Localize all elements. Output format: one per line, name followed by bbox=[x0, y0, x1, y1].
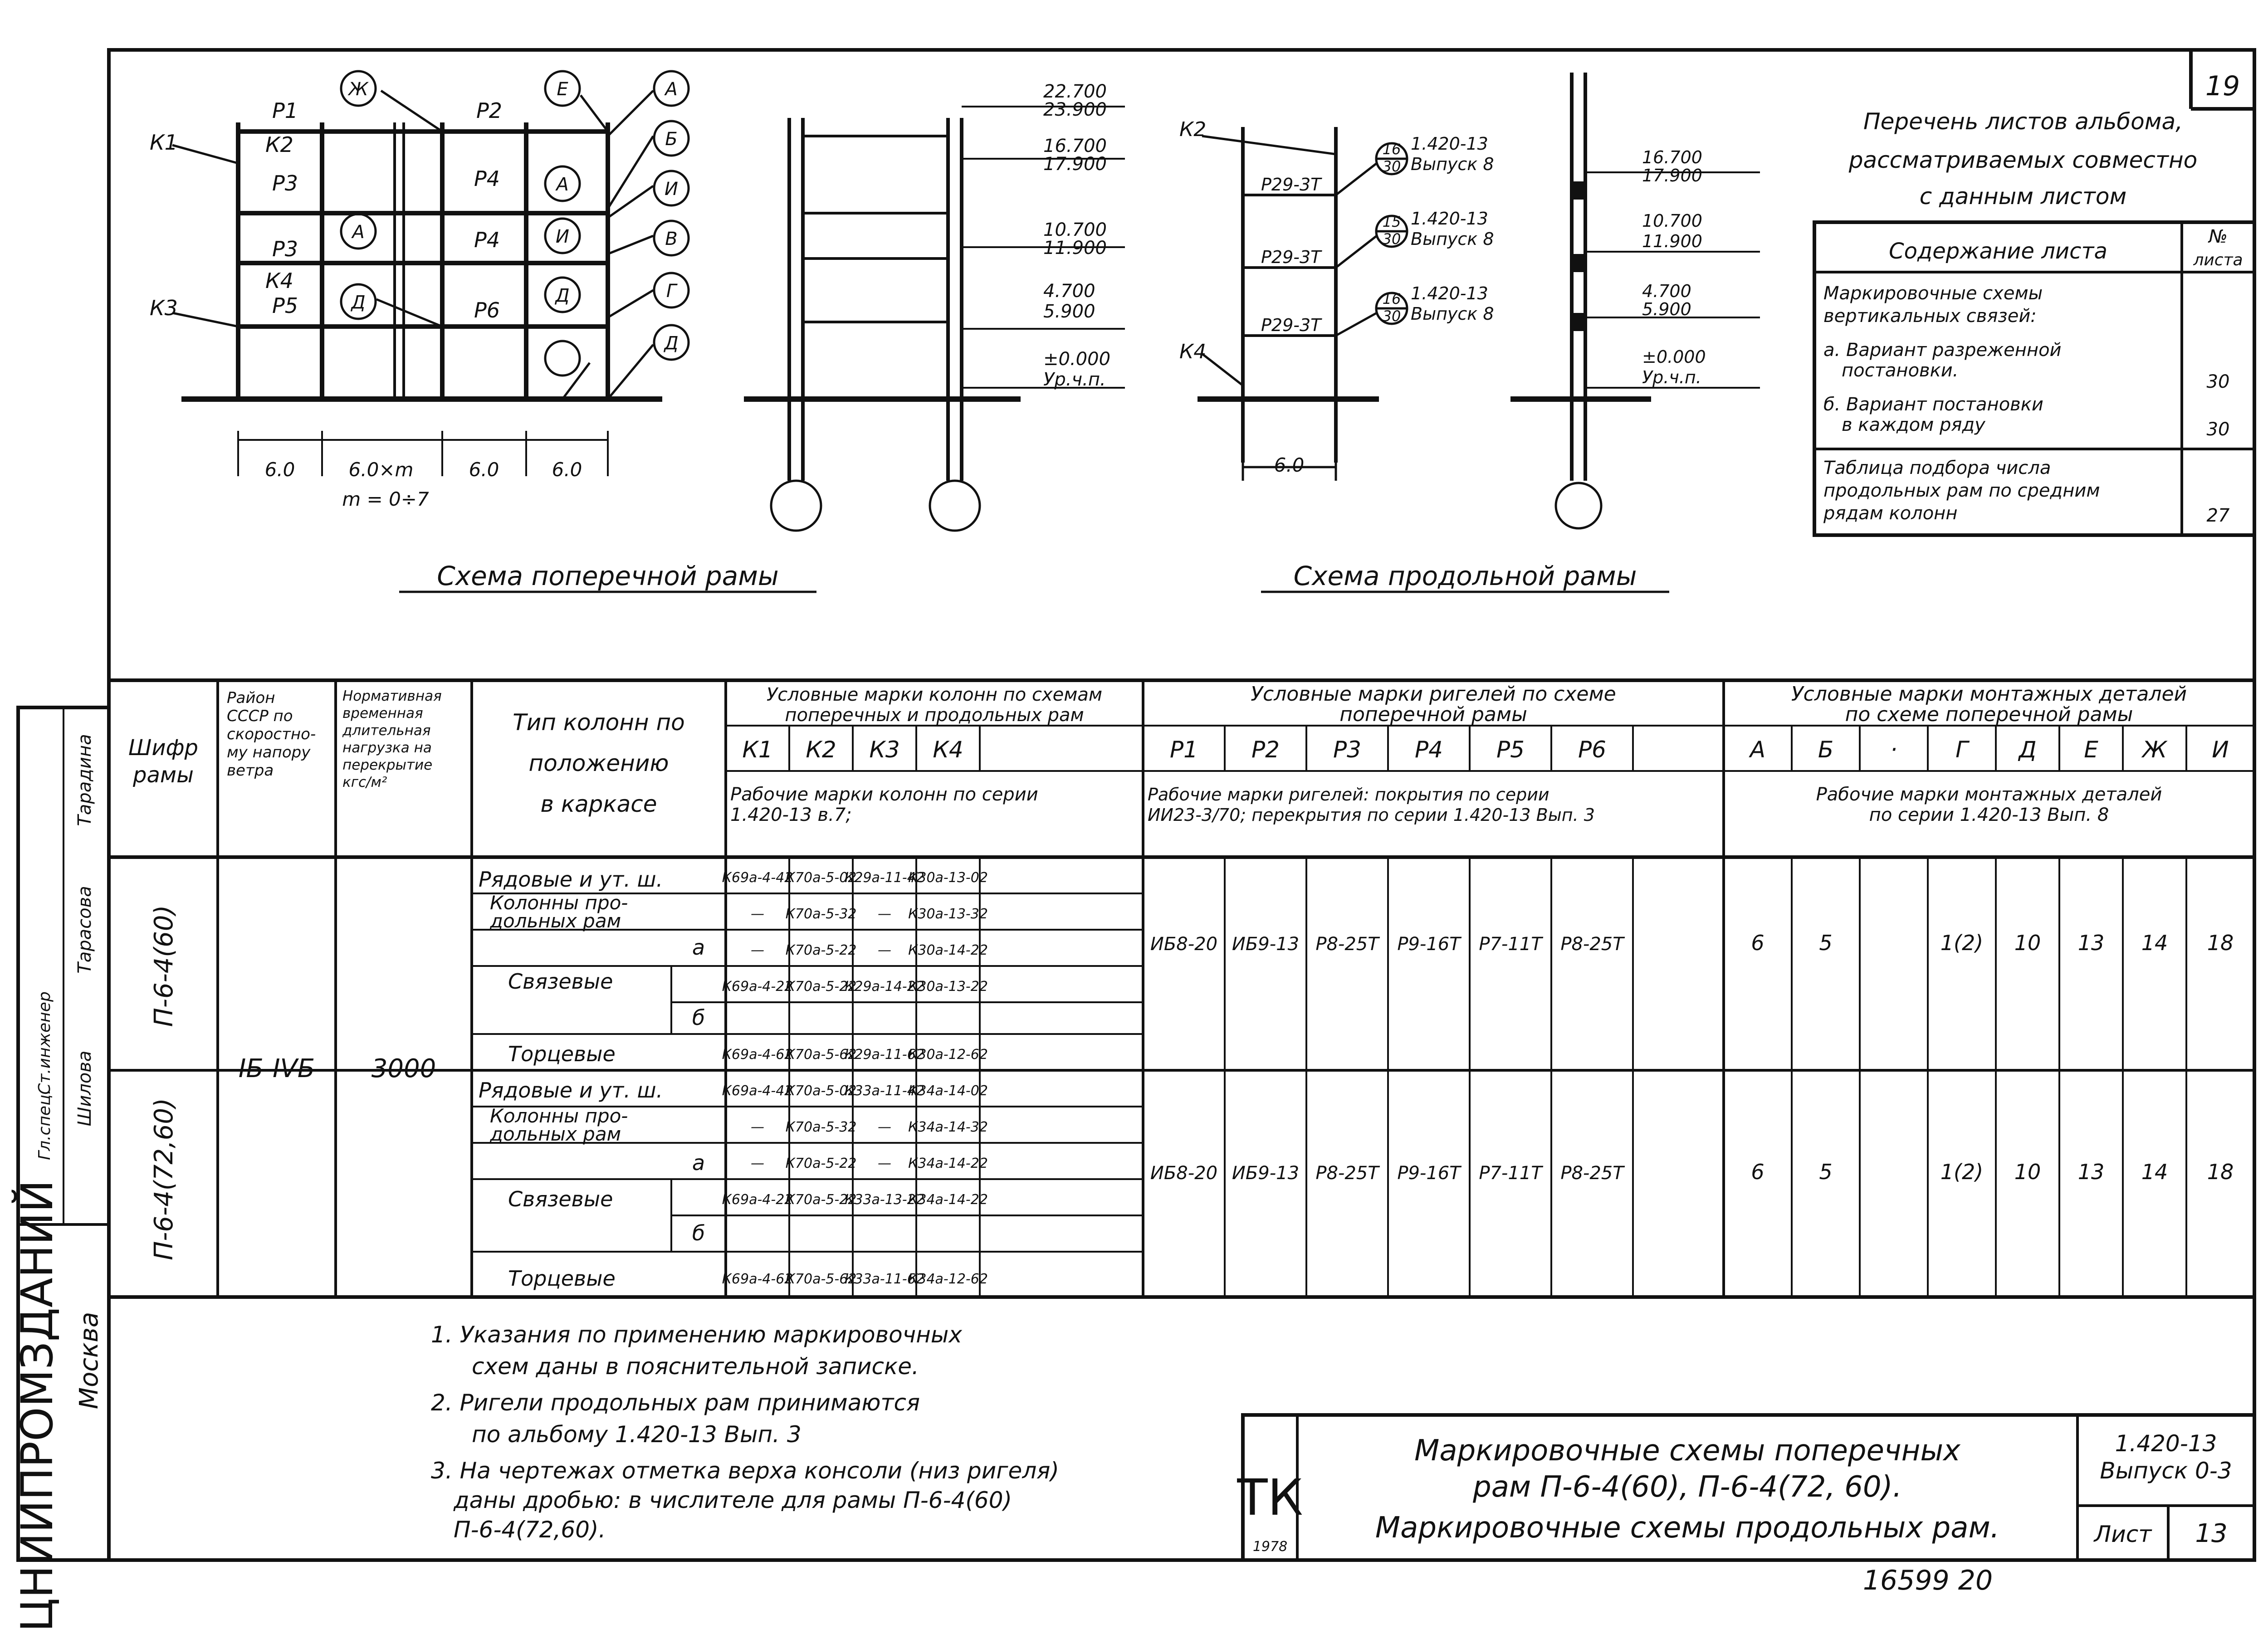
album-row-text: в каждом ряду bbox=[1842, 415, 1985, 435]
beam-label: Р3 bbox=[272, 237, 298, 261]
doc-number: 1.420-13 bbox=[2115, 1430, 2217, 1457]
detail-work-mark: 13 bbox=[2077, 931, 2105, 955]
column-mark: К1 bbox=[742, 737, 773, 763]
album-row-text: Маркировочные схемы bbox=[1823, 283, 2043, 304]
column-type: Рядовые и ут. ш. bbox=[479, 1078, 663, 1102]
column-work-mark: К30а-14-22 bbox=[908, 942, 988, 958]
beam-mark: Р3 bbox=[1333, 737, 1361, 763]
beam-work-mark: Р7-11Т bbox=[1479, 1163, 1542, 1184]
column-work-mark: К70а-5-02 bbox=[785, 1083, 857, 1099]
column-type: Колонны про- bbox=[490, 892, 628, 914]
ref-numerator: 16 bbox=[1382, 141, 1401, 158]
title-line: рам П-6-4(60), П-6-4(72, 60). bbox=[1473, 1470, 1902, 1504]
column-work-mark: К33а-11-42 bbox=[845, 1083, 924, 1099]
header-details: Условные марки монтажных деталей bbox=[1791, 683, 2187, 706]
stamp-role: Гл.спец. bbox=[35, 1089, 54, 1160]
column-label: К3 bbox=[150, 296, 178, 320]
ref-issue: Выпуск 8 bbox=[1411, 229, 1494, 249]
level-bottom: 11.900 bbox=[1043, 238, 1107, 259]
ref-numerator: 15 bbox=[1382, 213, 1401, 230]
sheet-label: Лист bbox=[2094, 1521, 2152, 1547]
detail-work-mark: 18 bbox=[2207, 1160, 2234, 1184]
column-work-mark: К34а-14-22 bbox=[908, 1192, 988, 1208]
column-label: К2 bbox=[1179, 118, 1207, 141]
stamp-logo: ТК bbox=[1237, 1468, 1303, 1527]
column-type: дольных рам bbox=[490, 910, 621, 932]
album-row-text: продольных рам по средним bbox=[1823, 480, 2100, 501]
beam-label: Р5 bbox=[272, 293, 298, 318]
detail-work-mark: 13 bbox=[2077, 1160, 2105, 1184]
beam-mark: Р2 bbox=[1251, 737, 1280, 763]
detail-work-mark: 18 bbox=[2207, 931, 2234, 955]
detail-letter: Д bbox=[555, 285, 570, 306]
column-work-mark: К30а-13-22 bbox=[908, 979, 988, 995]
detail-mark: Г bbox=[1955, 737, 1968, 763]
column-work-mark: К69а-4-22 bbox=[722, 1192, 793, 1208]
column-type: Колонны про- bbox=[490, 1105, 628, 1127]
level-top: 22.700 bbox=[1043, 81, 1107, 102]
beam-work-mark: ИБ8-20 bbox=[1150, 934, 1218, 955]
header-beams: Условные марки ригелей по схеме bbox=[1251, 683, 1616, 706]
beam-label: Р4 bbox=[474, 228, 500, 252]
column-work-mark: — bbox=[751, 1156, 764, 1171]
detail-letter: А bbox=[556, 174, 569, 195]
frame-code: П-6-4(72,60) bbox=[149, 1098, 179, 1260]
column-work-mark: К70а-5-62 bbox=[785, 1271, 857, 1287]
album-list-title: с данным листом bbox=[1919, 183, 2127, 210]
column-label: К1 bbox=[150, 130, 178, 155]
detail-work-mark: 5 bbox=[1819, 1160, 1833, 1184]
level-top: 4.700 bbox=[1642, 281, 1691, 301]
beam-work-mark: ИБ8-20 bbox=[1150, 1163, 1218, 1184]
album-row-text: рядам колонн bbox=[1823, 503, 1958, 524]
column-type: Торцевые bbox=[508, 1266, 616, 1291]
column-work-mark: — bbox=[878, 1156, 891, 1171]
org-city: Москва bbox=[74, 1312, 104, 1410]
detail-letter: И bbox=[665, 179, 678, 200]
cross-frame-caption: Схема поперечной рамы bbox=[437, 561, 779, 591]
ref-numerator: 16 bbox=[1382, 290, 1401, 307]
detail-letter: Д bbox=[664, 333, 679, 354]
ref-doc: 1.420-13 bbox=[1411, 283, 1488, 303]
column-work-mark: К29а-14-22 bbox=[845, 979, 924, 995]
header-details: по схеме поперечной рамы bbox=[1845, 703, 2133, 726]
note-line: по альбому 1.420-13 Вып. 3 bbox=[472, 1421, 802, 1448]
subtype-letter: а bbox=[692, 935, 705, 960]
beam-work-mark: Р7-11Т bbox=[1479, 934, 1542, 955]
subtype-letter: б bbox=[692, 1221, 705, 1245]
header-region: СССР по bbox=[227, 707, 293, 725]
load-value: 3000 bbox=[371, 1054, 436, 1083]
column-work-mark: К29а-11-62 bbox=[845, 1047, 924, 1063]
span-dimension: 6.0 bbox=[552, 458, 582, 481]
level-bottom: 17.900 bbox=[1642, 166, 1702, 185]
beam-work-mark: Р9-16Т bbox=[1397, 1163, 1461, 1184]
detail-mark: Д bbox=[2019, 737, 2037, 763]
level-top: 16.700 bbox=[1642, 147, 1702, 167]
header-coltype: Тип колонн по bbox=[513, 709, 685, 736]
ref-doc: 1.420-13 bbox=[1411, 134, 1488, 154]
column-work-mark: — bbox=[751, 942, 764, 958]
column-work-mark: К33а-11-62 bbox=[845, 1271, 924, 1287]
subtype-letter: а bbox=[692, 1151, 705, 1175]
column-work-mark: К33а-13-22 bbox=[845, 1192, 924, 1208]
beam-mark: Р6 bbox=[1578, 737, 1606, 763]
column-work-mark: К69а-4-62 bbox=[722, 1271, 793, 1287]
detail-work-mark: 1(2) bbox=[1940, 931, 1984, 955]
album-row-number: 30 bbox=[2206, 371, 2230, 392]
detail-mark: Ж bbox=[2142, 737, 2167, 763]
header-load: временная bbox=[342, 705, 423, 722]
level-bottom: 5.900 bbox=[1642, 299, 1691, 319]
column-type: дольных рам bbox=[490, 1123, 621, 1145]
detail-mark: Б bbox=[1818, 737, 1834, 763]
detail-letter: Е bbox=[557, 79, 568, 100]
beam-label: Р2 bbox=[476, 98, 503, 123]
column-work-mark: К34а-14-22 bbox=[908, 1156, 988, 1171]
span-dimension: 6.0 bbox=[264, 458, 295, 481]
beam-series: ИИ23-3/70; перекрытия по серии 1.420-13 Вып. 3 bbox=[1148, 805, 1595, 825]
stamp-year: 1978 bbox=[1252, 1539, 1288, 1555]
level-bottom: 23.900 bbox=[1043, 99, 1107, 120]
column-mark: К2 bbox=[806, 737, 836, 763]
header-colmarks: поперечных и продольных рам bbox=[785, 705, 1084, 726]
album-col-no: листа bbox=[2193, 251, 2243, 269]
detail-letter: Г bbox=[666, 281, 677, 302]
column-work-mark: К29а-11-42 bbox=[845, 870, 924, 886]
stamp-role: Ст.инженер bbox=[35, 991, 54, 1095]
album-list-title: Перечень листов альбома, bbox=[1863, 108, 2183, 135]
header-colmarks: Условные марки колонн по схемам bbox=[766, 684, 1103, 705]
subtype-letter: б bbox=[692, 1005, 705, 1030]
header-code: Шифр bbox=[128, 735, 199, 761]
album-col-no: № bbox=[2209, 226, 2228, 247]
album-row-text: б. Вариант постановки bbox=[1823, 394, 2043, 415]
frame-code: П-6-4(60) bbox=[149, 905, 179, 1027]
level-bottom: Ур.ч.п. bbox=[1642, 367, 1701, 387]
header-region: Район bbox=[227, 689, 275, 707]
stamp-name: Шилова bbox=[74, 1050, 95, 1127]
note-line: П-6-4(72,60). bbox=[454, 1517, 606, 1543]
column-label: К4 bbox=[265, 268, 293, 293]
column-work-mark: — bbox=[878, 942, 891, 958]
album-row-text: Таблица подбора числа bbox=[1823, 458, 2051, 478]
detail-work-mark: 14 bbox=[2141, 931, 2168, 955]
span-dimension: 6.0×m bbox=[348, 458, 414, 481]
beam-label: Р4 bbox=[474, 166, 500, 191]
note-line: 1. Указания по применению маркировочных bbox=[431, 1322, 962, 1348]
column-work-mark: К69а-4-22 bbox=[722, 979, 793, 995]
detail-work-mark: 1(2) bbox=[1940, 1160, 1984, 1184]
ref-issue: Выпуск 8 bbox=[1411, 304, 1494, 324]
column-work-mark: К69а-4-42 bbox=[722, 1083, 793, 1099]
header-load: кгс/м² bbox=[342, 774, 387, 790]
beam-series: Рабочие марки ригелей: покрытия по серии bbox=[1148, 785, 1549, 805]
column-work-mark: К34а-14-02 bbox=[908, 1083, 988, 1099]
org-name: ЦНИИПРОМЗДАНИЙ bbox=[12, 1180, 63, 1632]
title-line: Маркировочные схемы поперечных bbox=[1414, 1434, 1960, 1468]
column-work-mark: К70а-5-02 bbox=[785, 870, 857, 886]
detail-mark: · bbox=[1890, 737, 1897, 763]
title-line: Маркировочные схемы продольных рам. bbox=[1375, 1511, 2000, 1545]
column-series: Рабочие марки колонн по серии bbox=[730, 784, 1038, 805]
column-type: Связевые bbox=[508, 969, 613, 994]
beam-label: Р3 bbox=[272, 171, 298, 195]
beam-mark: Р4 bbox=[1415, 737, 1443, 763]
beam-work-mark: Р8-25Т bbox=[1560, 1163, 1624, 1184]
level-top: ±0.000 bbox=[1642, 347, 1706, 367]
detail-work-mark: 10 bbox=[2014, 1160, 2041, 1184]
header-load: перекрытие bbox=[342, 757, 433, 773]
ref-denominator: 30 bbox=[1382, 158, 1401, 175]
level-bottom: Ур.ч.п. bbox=[1043, 369, 1106, 390]
level-bottom: 17.900 bbox=[1043, 154, 1107, 175]
beam-work-mark: ИБ9-13 bbox=[1232, 1163, 1300, 1184]
ref-doc: 1.420-13 bbox=[1411, 209, 1488, 229]
album-col-content: Содержание листа bbox=[1889, 239, 2107, 264]
region-value: IБ-IVБ bbox=[238, 1054, 315, 1083]
span-dimension: 6.0 bbox=[469, 458, 499, 481]
stamp-name: Тарасова bbox=[74, 886, 95, 974]
detail-work-mark: 6 bbox=[1751, 931, 1765, 955]
column-work-mark: К69а-4-42 bbox=[722, 870, 793, 886]
note-line: даны дробью: в числителе для рамы П-6-4(60) bbox=[454, 1487, 1012, 1513]
column-work-mark: К70а-5-22 bbox=[785, 1156, 857, 1171]
album-row-text: вертикальных связей: bbox=[1823, 306, 2037, 327]
header-code: рамы bbox=[133, 762, 194, 788]
beam-label: Р29-3Т bbox=[1261, 175, 1321, 195]
detail-mark: И bbox=[2212, 737, 2229, 763]
detail-letter: Б bbox=[665, 129, 678, 150]
header-region: скоростно- bbox=[227, 725, 316, 743]
ref-issue: Выпуск 8 bbox=[1411, 154, 1494, 174]
album-row-number: 30 bbox=[2206, 419, 2230, 440]
column-work-mark: — bbox=[878, 1119, 891, 1135]
column-work-mark: К30а-13-32 bbox=[908, 906, 988, 922]
bottom-number: 16599 20 bbox=[1862, 1565, 1993, 1596]
level-top: 10.700 bbox=[1043, 219, 1107, 240]
header-region: му напору bbox=[227, 743, 311, 761]
header-load: длительная bbox=[342, 722, 431, 739]
page-number: 19 bbox=[2205, 70, 2240, 102]
column-label: К2 bbox=[265, 132, 293, 157]
note-line: 3. На чертежах отметка верха консоли (низ ригеля) bbox=[431, 1458, 1059, 1484]
header-coltype: положению bbox=[528, 750, 669, 776]
column-work-mark: К70а-5-22 bbox=[785, 979, 857, 995]
header-beams: поперечной рамы bbox=[1339, 703, 1527, 726]
column-work-mark: К30а-12-62 bbox=[908, 1047, 988, 1063]
column-work-mark: К70а-5-32 bbox=[785, 1119, 857, 1135]
long-frame-caption: Схема продольной рамы bbox=[1293, 561, 1637, 591]
beam-label: Р6 bbox=[474, 298, 500, 322]
detail-mark: Е bbox=[2084, 737, 2098, 763]
ref-denominator: 30 bbox=[1382, 307, 1401, 325]
detail-letter: В bbox=[665, 229, 678, 249]
issue-number: Выпуск 0-3 bbox=[2100, 1458, 2232, 1484]
span-dimension: 6.0 bbox=[1274, 454, 1305, 476]
album-list-title: рассматриваемых совместно bbox=[1848, 147, 2198, 173]
beam-work-mark: ИБ9-13 bbox=[1232, 934, 1300, 955]
ref-denominator: 30 bbox=[1382, 230, 1401, 248]
note-line: схем даны в пояснительной записке. bbox=[472, 1353, 919, 1380]
album-row-text: а. Вариант разреженной bbox=[1823, 340, 2062, 361]
stamp-name: Тарадина bbox=[74, 734, 95, 826]
column-work-mark: — bbox=[878, 906, 891, 922]
column-mark: К4 bbox=[933, 737, 963, 763]
detail-series: Рабочие марки монтажных деталей bbox=[1816, 784, 2162, 805]
column-label: К4 bbox=[1179, 340, 1207, 363]
column-work-mark: К34а-14-32 bbox=[908, 1119, 988, 1135]
detail-work-mark: 14 bbox=[2141, 1160, 2168, 1184]
beam-label: Р29-3Т bbox=[1261, 315, 1321, 335]
column-work-mark: К70а-5-22 bbox=[785, 942, 857, 958]
detail-mark: А bbox=[1750, 737, 1766, 763]
beam-label: Р29-3Т bbox=[1261, 247, 1321, 267]
sheet-number: 13 bbox=[2195, 1519, 2228, 1548]
header-load: нагрузка на bbox=[342, 740, 432, 756]
column-work-mark: К70а-5-32 bbox=[785, 906, 857, 922]
detail-letter: И bbox=[556, 226, 569, 247]
beam-mark: Р1 bbox=[1170, 737, 1198, 763]
detail-work-mark: 6 bbox=[1751, 1160, 1765, 1184]
column-work-mark: К69а-4-62 bbox=[722, 1047, 793, 1063]
level-top: 4.700 bbox=[1043, 281, 1095, 302]
column-work-mark: К70а-5-22 bbox=[785, 1192, 857, 1208]
detail-letter: А bbox=[352, 222, 365, 243]
level-bottom: 5.900 bbox=[1043, 301, 1095, 322]
level-top: ±0.000 bbox=[1043, 349, 1111, 370]
span-note: m = 0÷7 bbox=[342, 488, 429, 510]
column-type: Рядовые и ут. ш. bbox=[479, 867, 663, 892]
detail-work-mark: 5 bbox=[1819, 931, 1833, 955]
album-row-text: постановки. bbox=[1842, 360, 1959, 381]
beam-work-mark: Р8-25Т bbox=[1560, 934, 1624, 955]
level-top: 16.700 bbox=[1043, 136, 1107, 156]
beam-mark: Р5 bbox=[1496, 737, 1525, 763]
beam-work-mark: Р8-25Т bbox=[1315, 934, 1379, 955]
header-region: ветра bbox=[227, 761, 274, 780]
column-work-mark: — bbox=[751, 906, 764, 922]
header-coltype: в каркасе bbox=[540, 791, 657, 817]
column-type: Торцевые bbox=[508, 1042, 616, 1066]
column-work-mark: — bbox=[751, 1119, 764, 1135]
detail-letter: Д bbox=[351, 292, 366, 313]
beam-label: Р1 bbox=[272, 98, 298, 123]
column-work-mark: К30а-13-02 bbox=[908, 870, 988, 886]
beam-work-mark: Р8-25Т bbox=[1315, 1163, 1379, 1184]
beam-work-mark: Р9-16Т bbox=[1397, 934, 1461, 955]
detail-letter: А bbox=[665, 79, 678, 100]
level-top: 10.700 bbox=[1642, 211, 1702, 231]
detail-letter: Ж bbox=[348, 79, 368, 100]
column-series: 1.420-13 в.7; bbox=[730, 805, 852, 825]
detail-series: по серии 1.420-13 Вып. 8 bbox=[1869, 805, 2109, 825]
note-line: 2. Ригели продольных рам принимаются bbox=[431, 1390, 920, 1416]
column-type: Связевые bbox=[508, 1187, 613, 1211]
header-load: Нормативная bbox=[342, 688, 442, 704]
album-row-number: 27 bbox=[2206, 505, 2230, 526]
level-bottom: 11.900 bbox=[1642, 231, 1702, 251]
detail-work-mark: 10 bbox=[2014, 931, 2041, 955]
column-mark: К3 bbox=[869, 737, 900, 763]
column-work-mark: К34а-12-62 bbox=[908, 1271, 988, 1287]
column-work-mark: К70а-5-62 bbox=[785, 1047, 857, 1063]
